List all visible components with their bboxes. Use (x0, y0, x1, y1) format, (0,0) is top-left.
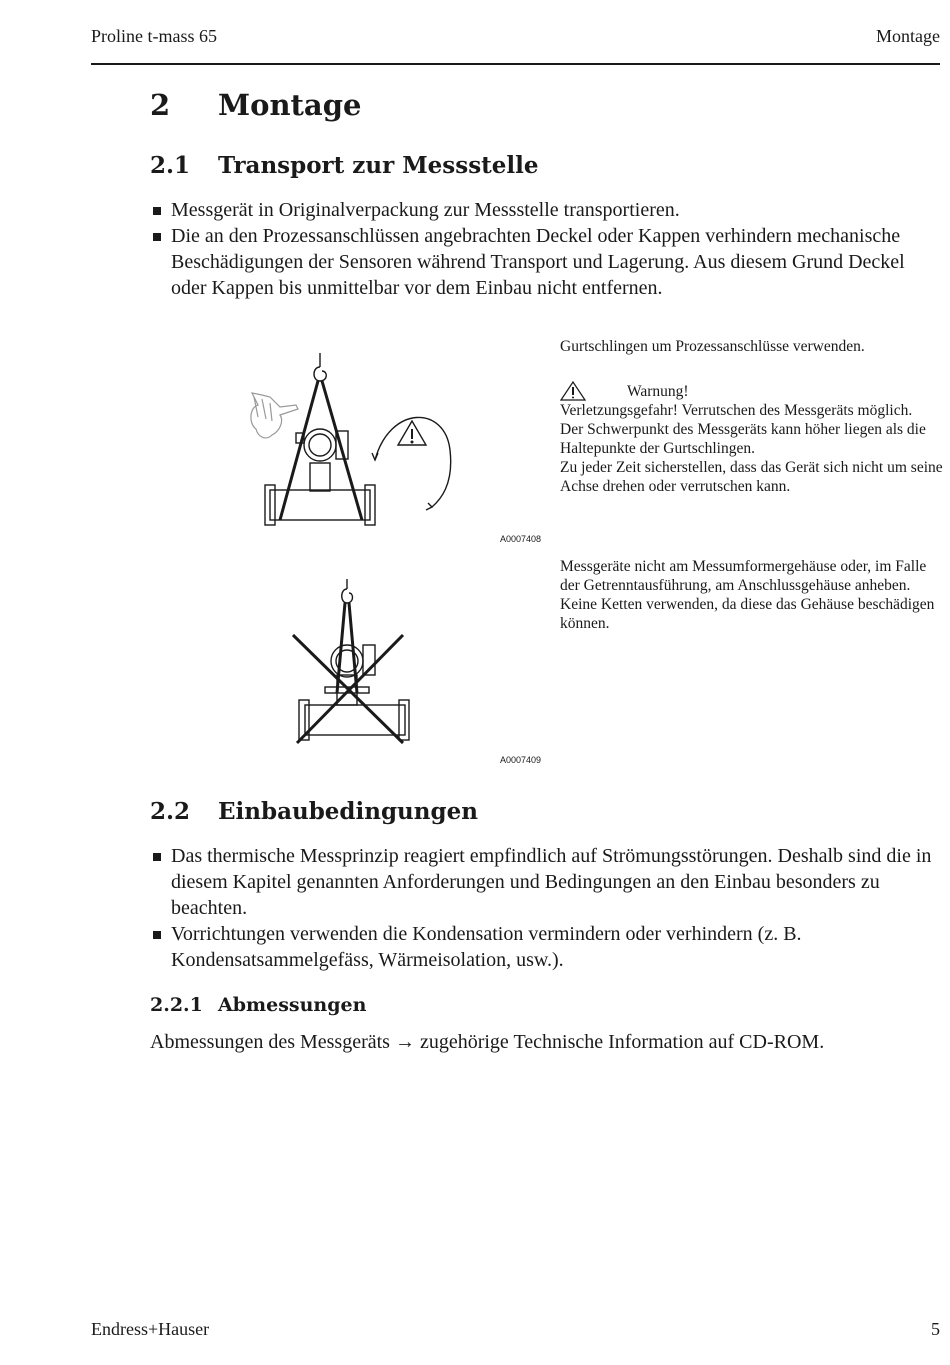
subsection-number: 2.2.1 (150, 994, 203, 1016)
abmessungen-text: Abmessungen des Messgeräts → zugehörige Technische Information auf CD-ROM. (150, 1031, 825, 1053)
header-product: Proline t-mass 65 (91, 26, 217, 46)
warning-text-1: Verletzungsgefahr! Verrutschen des Messgeräts möglich. (560, 402, 913, 419)
page-number: 5 (931, 1319, 940, 1339)
warning-label: Warnung! (627, 382, 689, 400)
figure-1-caption: Gurtschlingen um Prozessanschlüsse verwenden. (560, 338, 865, 355)
lifting-slings-illustration (240, 345, 470, 530)
section-heading-einbau (150, 798, 478, 825)
warning-text-3: Zu jeder Zeit sicherstellen, dass das Gerät sich nicht um seine Achse drehen oder verrutschen kann. (560, 459, 943, 495)
figure-2-code: A0007409 (500, 755, 542, 765)
list-item: Die an den Prozessanschlüssen angebrachten Deckel oder Kappen verhindern mechanische Beschädigungen der Sensoren während Transport und Lagerung. Aus diesem Grund Deckel oder Kappen bis unmittelbar vor dem Einbau nicht entfernen. (150, 223, 940, 301)
chapter-title (150, 88, 361, 122)
bullet-list-einbau (150, 843, 940, 973)
list-item: Messgerät in Originalverpackung zur Messstelle transportieren. (150, 197, 940, 223)
forbidden-lifting-illustration (285, 575, 415, 750)
section-number: 2.2 (150, 798, 191, 825)
subsection-title: Abmessungen (218, 994, 367, 1016)
section-number: 2.1 (150, 152, 191, 179)
list-item: Das thermische Messprinzip reagiert empfindlich auf Strömungsstörungen. Deshalb sind die in diesem Kapitel genannten Anforderungen und Bedingungen an den Einbau besonders zu beachten. (150, 843, 940, 921)
chapter-number: 2 (150, 88, 171, 122)
bullet-list-transport (150, 197, 940, 301)
footer-brand: Endress+Hauser (91, 1319, 210, 1339)
warning-block (560, 381, 945, 496)
header-rule (91, 63, 940, 65)
section-heading-transport (150, 152, 539, 179)
section-title: Transport zur Messstelle (218, 152, 539, 179)
header-chapter: Montage (876, 26, 940, 46)
list-item: Vorrichtungen verwenden die Kondensation vermindern oder verhindern (z. B. Kondensatsammelgefäss, Wärmeisolation, usw.). (150, 921, 940, 973)
figure-1-code: A0007408 (500, 534, 542, 544)
chapter-title-text: Montage (218, 88, 362, 122)
warning-icon (560, 381, 586, 401)
section-title: Einbaubedingungen (218, 798, 478, 825)
subsection-heading-abmessungen (150, 994, 366, 1016)
warning-text-2: Der Schwerpunkt des Messgeräts kann höher liegen als die Haltepunkte der Gurtschlingen. (560, 421, 926, 457)
figure-2-caption: Messgeräte nicht am Messumformergehäuse oder, im Falle der Getrenntausführung, am Anschlussgehäuse anheben. Keine Ketten verwenden, da diese das Gehäuse beschädigen können. (560, 558, 935, 632)
